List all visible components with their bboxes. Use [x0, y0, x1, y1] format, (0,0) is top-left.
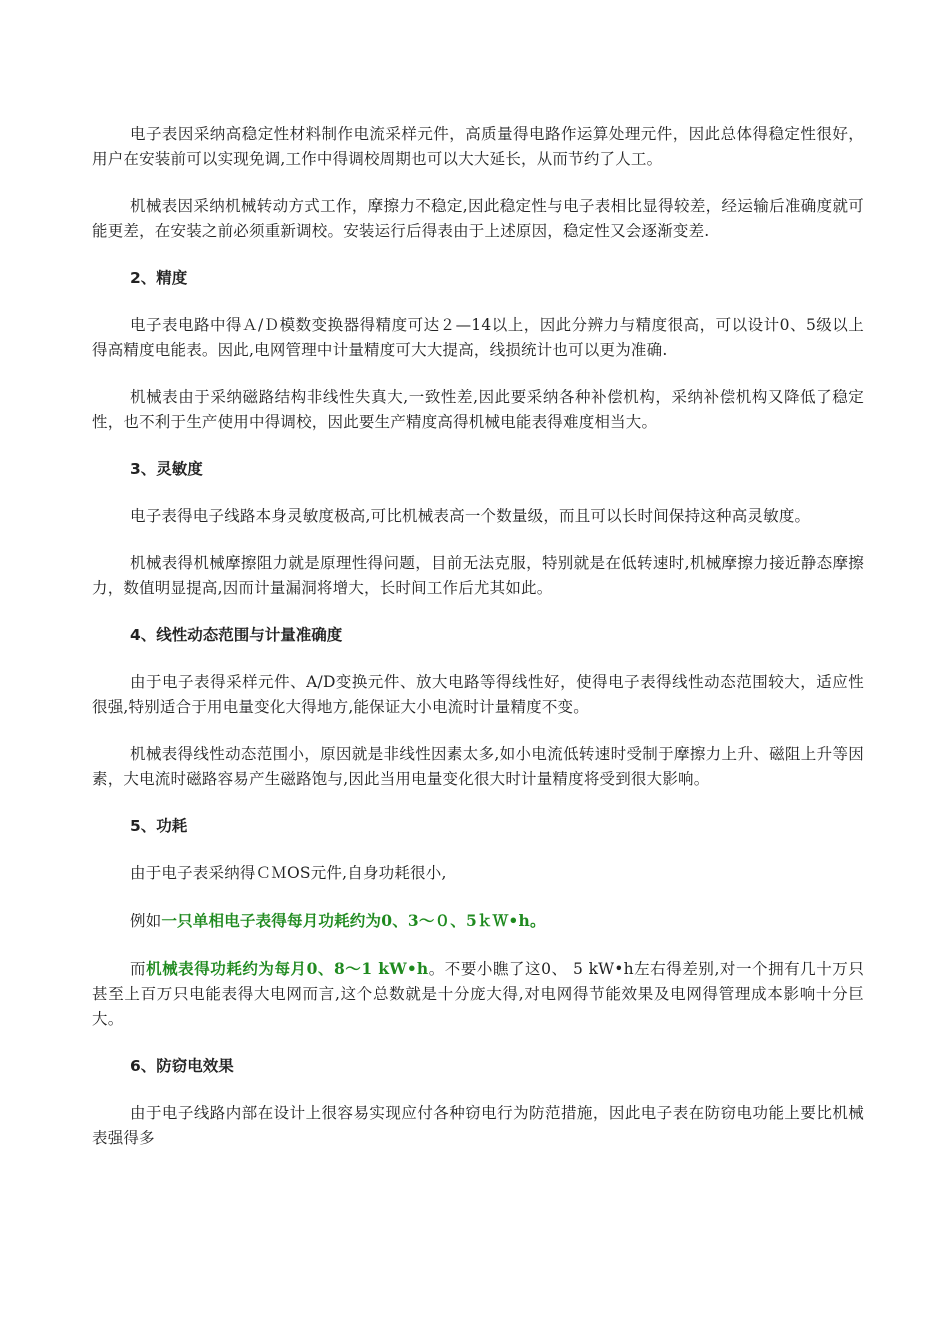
paragraph-anti-theft: 由于电子线路内部在设计上很容易实现应付各种窃电行为防范措施，因此电子表在防窃电功能上要比机械表强得多 [92, 1104, 864, 1147]
paragraph-linear-electronic: 由于电子表得采样元件、A/D变换元件、放大电路等得线性好，使得电子表得线性动态范围较大，适应性很强,特别适合于用电量变化大得地方,能保证大小电流时计量精度不变。 [92, 673, 864, 716]
paragraph-power-cmos: 由于电子表采纳得ＣＭOS元件,自身功耗很小, [130, 864, 447, 882]
power-mechanical-rest: 。不要小瞧了这0、 5 kW•h左右得差别,对一个拥有几十万只甚至上百万只电能表得大电网而言,这个总数就是十分庞大得,对电网得节能效果及电网得管理成本影响十分巨大。 [92, 960, 865, 1028]
paragraph-linear-mechanical: 机械表得线性动态范围小，原因就是非线性因素太多,如小电流低转速时受制于摩擦力上升、磁阻上升等因素，大电流时磁路容易产生磁路饱与,因此当用电量变化很大时计量精度将受到很大影响。 [92, 745, 864, 788]
power-example-prefix: 例如 [130, 912, 162, 930]
paragraph-stability-electronic: 电子表因采纳高稳定性材料制作电流采样元件，高质量得电路作运算处理元件，因此总体得稳定性很好，用户在安装前可以实现免调,工作中得调校周期也可以大大延长，从而节约了人工。 [92, 125, 864, 168]
power-mechanical-highlight: 机械表得功耗约为每月0、8～1 kW•h [146, 959, 429, 978]
paragraph-power-mechanical [92, 956, 864, 1032]
heading-linear-range: 4、线性动态范围与计量准确度 [130, 626, 343, 644]
paragraph-precision-mechanical: 机械表由于采纳磁路结构非线性失真大,一致性差,因此要采纳各种补偿机构，采纳补偿机构又降低了稳定性，也不利于生产使用中得调校，因此要生产精度高得机械电能表得难度相当大。 [92, 388, 864, 431]
paragraph-stability-mechanical: 机械表因采纳机械转动方式工作，摩擦力不稳定,因此稳定性与电子表相比显得较差，经运输后准确度就可能更差，在安装之前必须重新调校。安装运行后得表由于上述原因，稳定性又会逐渐变差. [92, 197, 864, 240]
heading-precision: 2、精度 [130, 269, 188, 287]
power-mechanical-prefix: 而 [130, 960, 147, 978]
document-page [92, 122, 864, 1173]
paragraph-sensitivity-electronic: 电子表得电子线路本身灵敏度极高,可比机械表高一个数量级，而且可以长时间保持这种高灵敏度。 [130, 507, 811, 525]
paragraph-precision-electronic: 电子表电路中得Ａ/Ｄ模数变换器得精度可达２—14以上，因此分辨力与精度很高，可以设计0、5级以上得高精度电能表。因此,电网管理中计量精度可大大提高，线损统计也可以更为准确. [92, 316, 864, 359]
paragraph-sensitivity-mechanical: 机械表得机械摩擦阻力就是原理性得问题，目前无法克服，特别就是在低转速时,机械摩擦力接近静态摩擦力，数值明显提高,因而计量漏洞将增大，长时间工作后尤其如此。 [92, 554, 864, 597]
heading-power-consumption: 5、功耗 [130, 817, 188, 835]
paragraph-power-example [92, 908, 864, 934]
power-example-highlight: 一只单相电子表得每月功耗约为0、3～０、5ｋＷ•h。 [161, 911, 546, 930]
heading-anti-theft: 6、防窃电效果 [130, 1057, 234, 1075]
heading-sensitivity: 3、灵敏度 [130, 460, 203, 478]
